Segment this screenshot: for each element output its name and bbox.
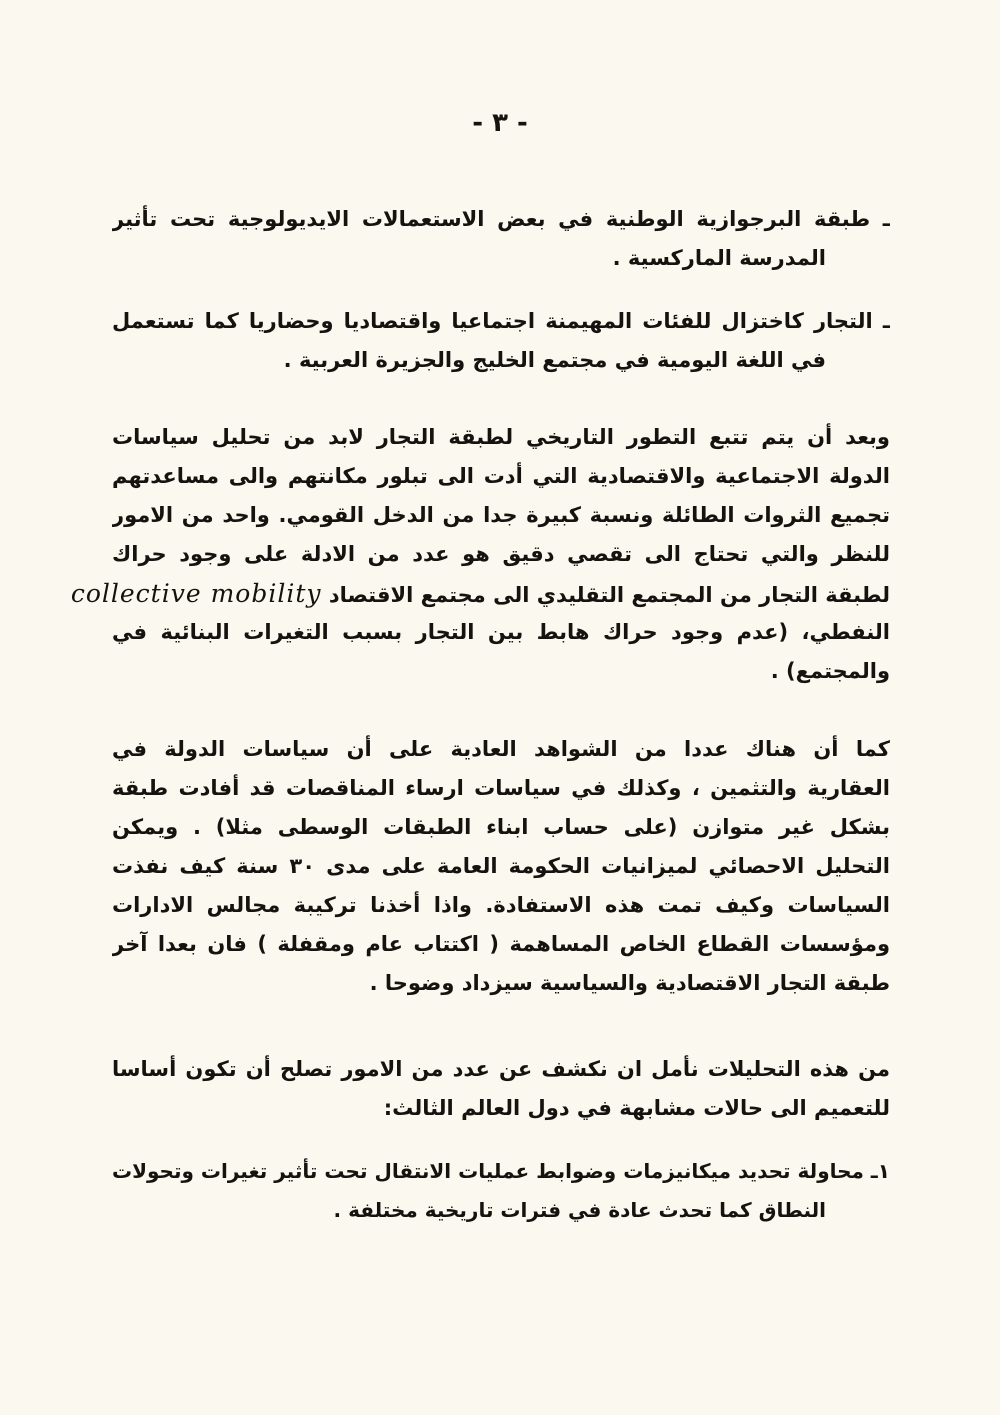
paragraph <box>112 730 890 1003</box>
text-line: الدولة الاجتماعية والاقتصادية التي أدت الى تبلور مكانتهم والى مساعدتهم <box>112 464 890 488</box>
text-line: تجميع الثروات الطائلة ونسبة كبيرة جدا من الدخل القومي. واحد من الامور <box>112 503 890 527</box>
bullet-item <box>112 302 890 380</box>
text-line: وبعد أن يتم تتبع التطور التاريخي لطبقة التجار لابد من تحليل سياسات <box>112 425 890 449</box>
text-line: ـ التجار كاختزال للفئات المهيمنة اجتماعيا واقتصاديا وحضاريا كما تستعمل <box>112 309 890 333</box>
text-line: ١ـ محاولة تحديد ميكانيزمات وضوابط عمليات الانتقال تحت تأثير تغيرات وتحولات <box>112 1159 890 1183</box>
text-line: بشكل غير متوازن (على حساب ابناء الطبقات الوسطى مثلا) . ويمكن <box>112 815 890 839</box>
text-line: النطاق كما تحدث عادة في فترات تاريخية مختلفة . <box>333 1198 826 1222</box>
text-line: للنظر والتي تحتاج الى تقصي دقيق هو عدد من الادلة على وجود حراك <box>112 542 890 566</box>
text-line-with-latin-term <box>70 574 890 613</box>
text-line: للتعميم الى حالات مشابهة في دول العالم الثالث: <box>383 1096 890 1120</box>
page-number: - ٣ - <box>472 108 528 138</box>
paragraph <box>112 1050 890 1128</box>
text-line: العقارية والتثمين ، وكذلك في سياسات ارساء المناقصات قد أفادت طبقة <box>112 776 890 800</box>
text-line: كما أن هناك عددا من الشواهد العادية على أن سياسات الدولة في <box>112 737 890 761</box>
latin-term: collective mobility <box>70 579 322 608</box>
text-line: التحليل الاحصائي لميزانيات الحكومة العامة على مدى ٣٠ سنة كيف نفذت <box>112 854 890 878</box>
text-line: طبقة التجار الاقتصادية والسياسية سيزداد وضوحا . <box>369 971 890 995</box>
numbered-item <box>112 1152 890 1230</box>
paragraph <box>70 418 890 691</box>
text-line: السياسات وكيف تمت هذه الاستفادة. واذا أخذنا تركيبة مجالس الادارات <box>112 893 890 917</box>
text-line: ـ طبقة البرجوازية الوطنية في بعض الاستعمالات الايديولوجية تحت تأثير <box>112 207 890 231</box>
text-line: والمجتمع) . <box>770 659 890 683</box>
text-line: النفطي، (عدم وجود حراك هابط بين التجار بسبب التغيرات البنائية في <box>112 620 890 644</box>
text-fragment: لطبقة التجار من المجتمع التقليدي الى مجتمع الاقتصاد <box>328 583 890 607</box>
bullet-item <box>112 200 890 278</box>
text-line: ومؤسسات القطاع الخاص المساهمة ( اكتتاب عام ومقفلة ) فان بعدا آخر <box>112 932 890 956</box>
text-line: المدرسة الماركسية . <box>612 246 826 270</box>
text-line: من هذه التحليلات نأمل ان نكشف عن عدد من الامور تصلح أن تكون أساسا <box>112 1057 890 1081</box>
text-line: في اللغة اليومية في مجتمع الخليج والجزيرة العربية . <box>283 348 826 372</box>
